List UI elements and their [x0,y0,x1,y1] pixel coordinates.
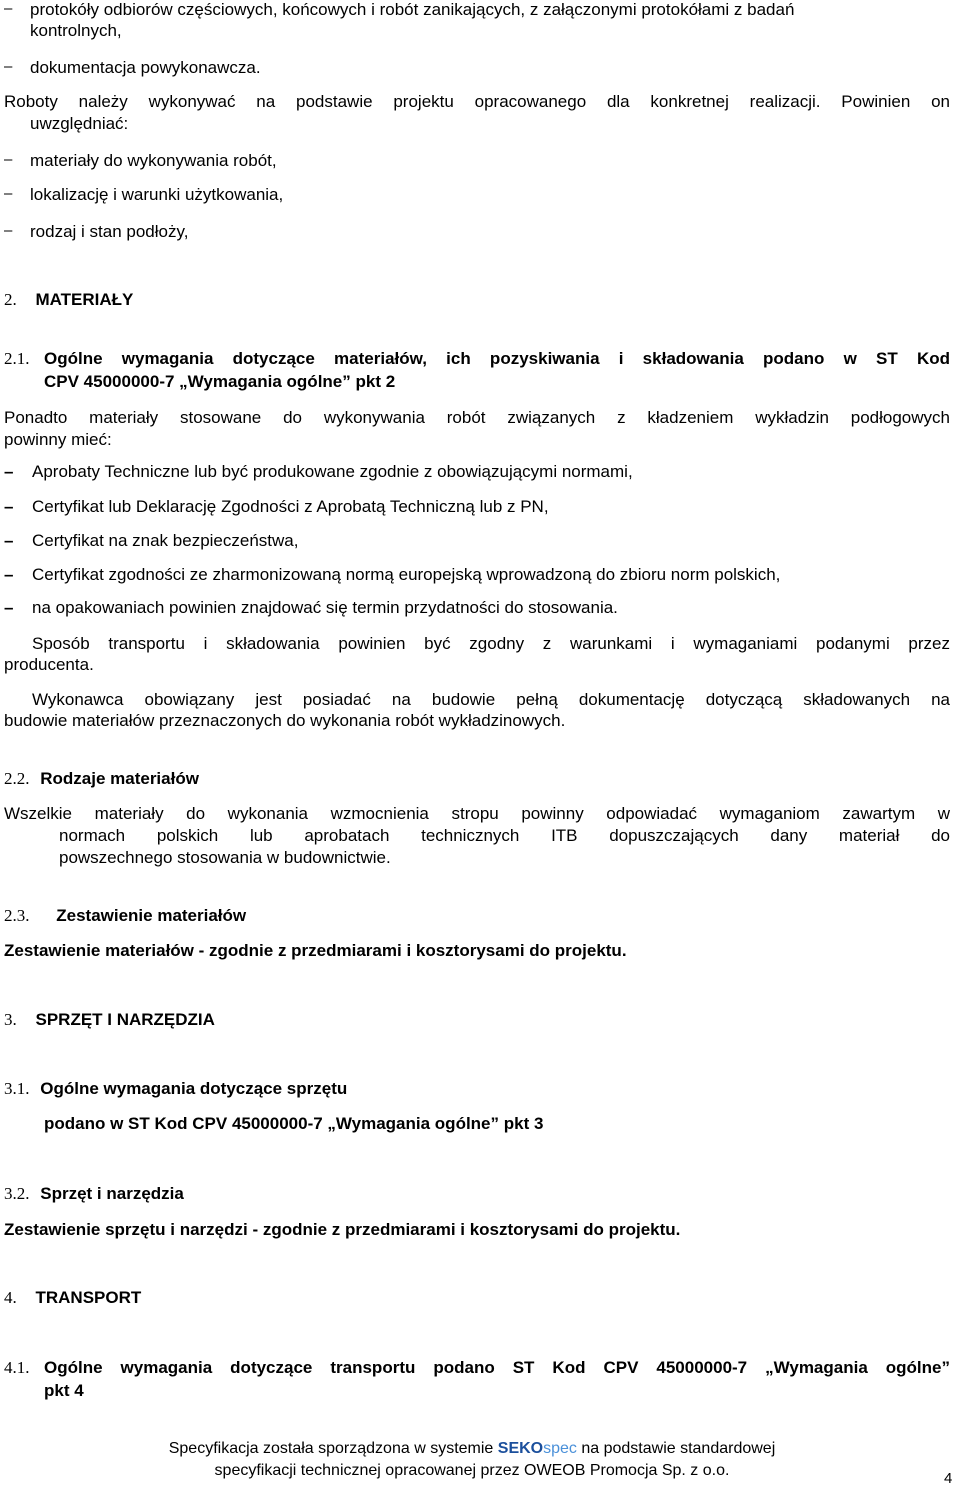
footer [0,1438,944,1482]
section-title: Rodzaje materiałów [40,769,199,788]
list-item: na opakowaniach powinien znajdować się termin przydatności do stosowania. [32,598,618,617]
section-title: Ogólne wymagania dotyczące sprzętu [40,1079,348,1098]
section-title: MATERIAŁY [35,290,134,309]
paragraph-wszelkie-l1: Wszelkie materiały do wykonania wzmocnienia stropu powinny odpowiadać wymaganiom zawartym w [4,804,950,823]
section-title-2-1-l2: CPV 45000000-7 „Wymagania ogólne” pkt 2 [44,372,396,391]
section-number-2-1: 2.1. [4,349,30,368]
section-number: 2.3. [4,906,30,925]
section-heading-3-2 [4,1184,184,1204]
dash-bullet: – [4,185,13,202]
dash-bullet: – [4,462,14,481]
footer-text: Specyfikacja została sporządzona w systemie [168,1440,498,1457]
dash-bullet: – [4,497,14,516]
paragraph-ponadto-l2: powinny mieć: [4,430,112,449]
dash-bullet: – [4,222,13,239]
list-item: Certyfikat lub Deklarację Zgodności z Aprobatą Techniczną lub z PN, [32,497,549,516]
list-item: materiały do wykonywania robót, [30,151,277,170]
section-number: 3.1. [4,1079,30,1098]
section-title: Zestawienie materiałów [56,906,247,925]
section-number: 4. [4,1288,17,1307]
footer-line-2: specyfikacji technicznej opracowanej przez OWEOB Promocja Sp. z o.o. [214,1462,730,1479]
paragraph-wszelkie-l2: normach polskich lub aprobatach technicznych ITB dopuszczających dany materiał do [59,826,950,845]
section-heading-4 [4,1288,141,1308]
paragraph-zestawienie-sprzetu: Zestawienie sprzętu i narzędzi - zgodnie z przedmiarami i kosztorysami do projektu. [4,1220,681,1239]
paragraph-wykonawca-l1: Wykonawca obowiązany jest posiadać na budowie pełną dokumentację dotyczącą składowanych na [32,690,950,709]
list-item [30,0,950,20]
paragraph-roboty-l2: uwzględniać: [30,114,129,133]
section-title-4-1-l1: Ogólne wymagania dotyczące transportu podano ST Kod CPV 45000000-7 „Wymagania ogólne” [44,1358,950,1377]
list-item: dokumentacja powykonawcza. [30,58,261,77]
list-item-text: protokóły odbiorów częściowych, końcowych i robót zanikających, z załączonymi protokółami z badań [30,0,795,19]
brand-logo-part: spec [543,1440,577,1457]
dash-bullet: – [4,531,14,550]
section-title-2-1-l1: Ogólne wymagania dotyczące materiałów, ich pozyskiwania i składowania podano w ST Kod [44,349,950,368]
section-title: SPRZĘT I NARZĘDZIA [35,1010,215,1029]
section-number: 2.2. [4,769,30,788]
paragraph-sposob-l2: producenta. [4,655,94,674]
list-item: rodzaj i stan podłoży, [30,222,189,241]
page-number: 4 [944,1470,953,1487]
section-heading-3-1 [4,1079,347,1099]
section-title: Sprzęt i narzędzia [40,1184,184,1203]
section-number: 3.2. [4,1184,30,1203]
section-heading-2 [4,290,133,310]
paragraph-zestawienie-materialow: Zestawienie materiałów - zgodnie z przedmiarami i kosztorysami do projektu. [4,941,627,960]
paragraph-ponadto-l1: Ponadto materiały stosowane do wykonywania robót związanych z kładzeniem wykładzin podłogowych [4,408,950,427]
section-number: 3. [4,1010,17,1029]
dash-bullet: – [4,58,13,75]
footer-text: na podstawie standardowej [576,1440,776,1457]
list-item: lokalizację i warunki użytkowania, [30,185,284,204]
section-heading-2-3 [4,906,246,926]
dash-bullet: – [4,0,13,17]
section-heading-2-2 [4,769,199,789]
section-3-1-subtitle: podano w ST Kod CPV 45000000-7 „Wymagania ogólne” pkt 3 [44,1114,544,1133]
dash-bullet: – [4,565,14,584]
list-item: Certyfikat zgodności ze zharmonizowaną normą europejską wprowadzoną do zbioru norm polskich, [32,565,781,584]
dash-bullet: – [4,598,14,617]
section-number-4-1: 4.1. [4,1358,30,1377]
section-title: TRANSPORT [35,1288,142,1307]
section-number: 2. [4,290,17,309]
list-item: Certyfikat na znak bezpieczeństwa, [32,531,299,550]
paragraph-wszelkie-l3: powszechnego stosowania w budownictwie. [59,848,391,867]
list-item: Aprobaty Techniczne lub być produkowane zgodnie z obowiązującymi normami, [32,462,633,481]
section-heading-3 [4,1010,215,1030]
paragraph-sposob-l1: Sposób transportu i składowania powinien być zgodny z warunkami i wymaganiami podanymi przez [32,634,950,653]
dash-bullet: – [4,151,13,168]
footer-line-1 [0,1438,944,1460]
section-title-4-1-l2: pkt 4 [44,1381,84,1400]
list-item-cont: kontrolnych, [30,21,122,40]
brand-logo-part: SEKO [497,1440,544,1457]
paragraph-roboty-l1: Roboty należy wykonywać na podstawie projektu opracowanego dla konkretnej realizacji. Powinien on [4,92,950,111]
paragraph-wykonawca-l2: budowie materiałów przeznaczonych do wykonania robót wykładzinowych. [4,711,566,730]
